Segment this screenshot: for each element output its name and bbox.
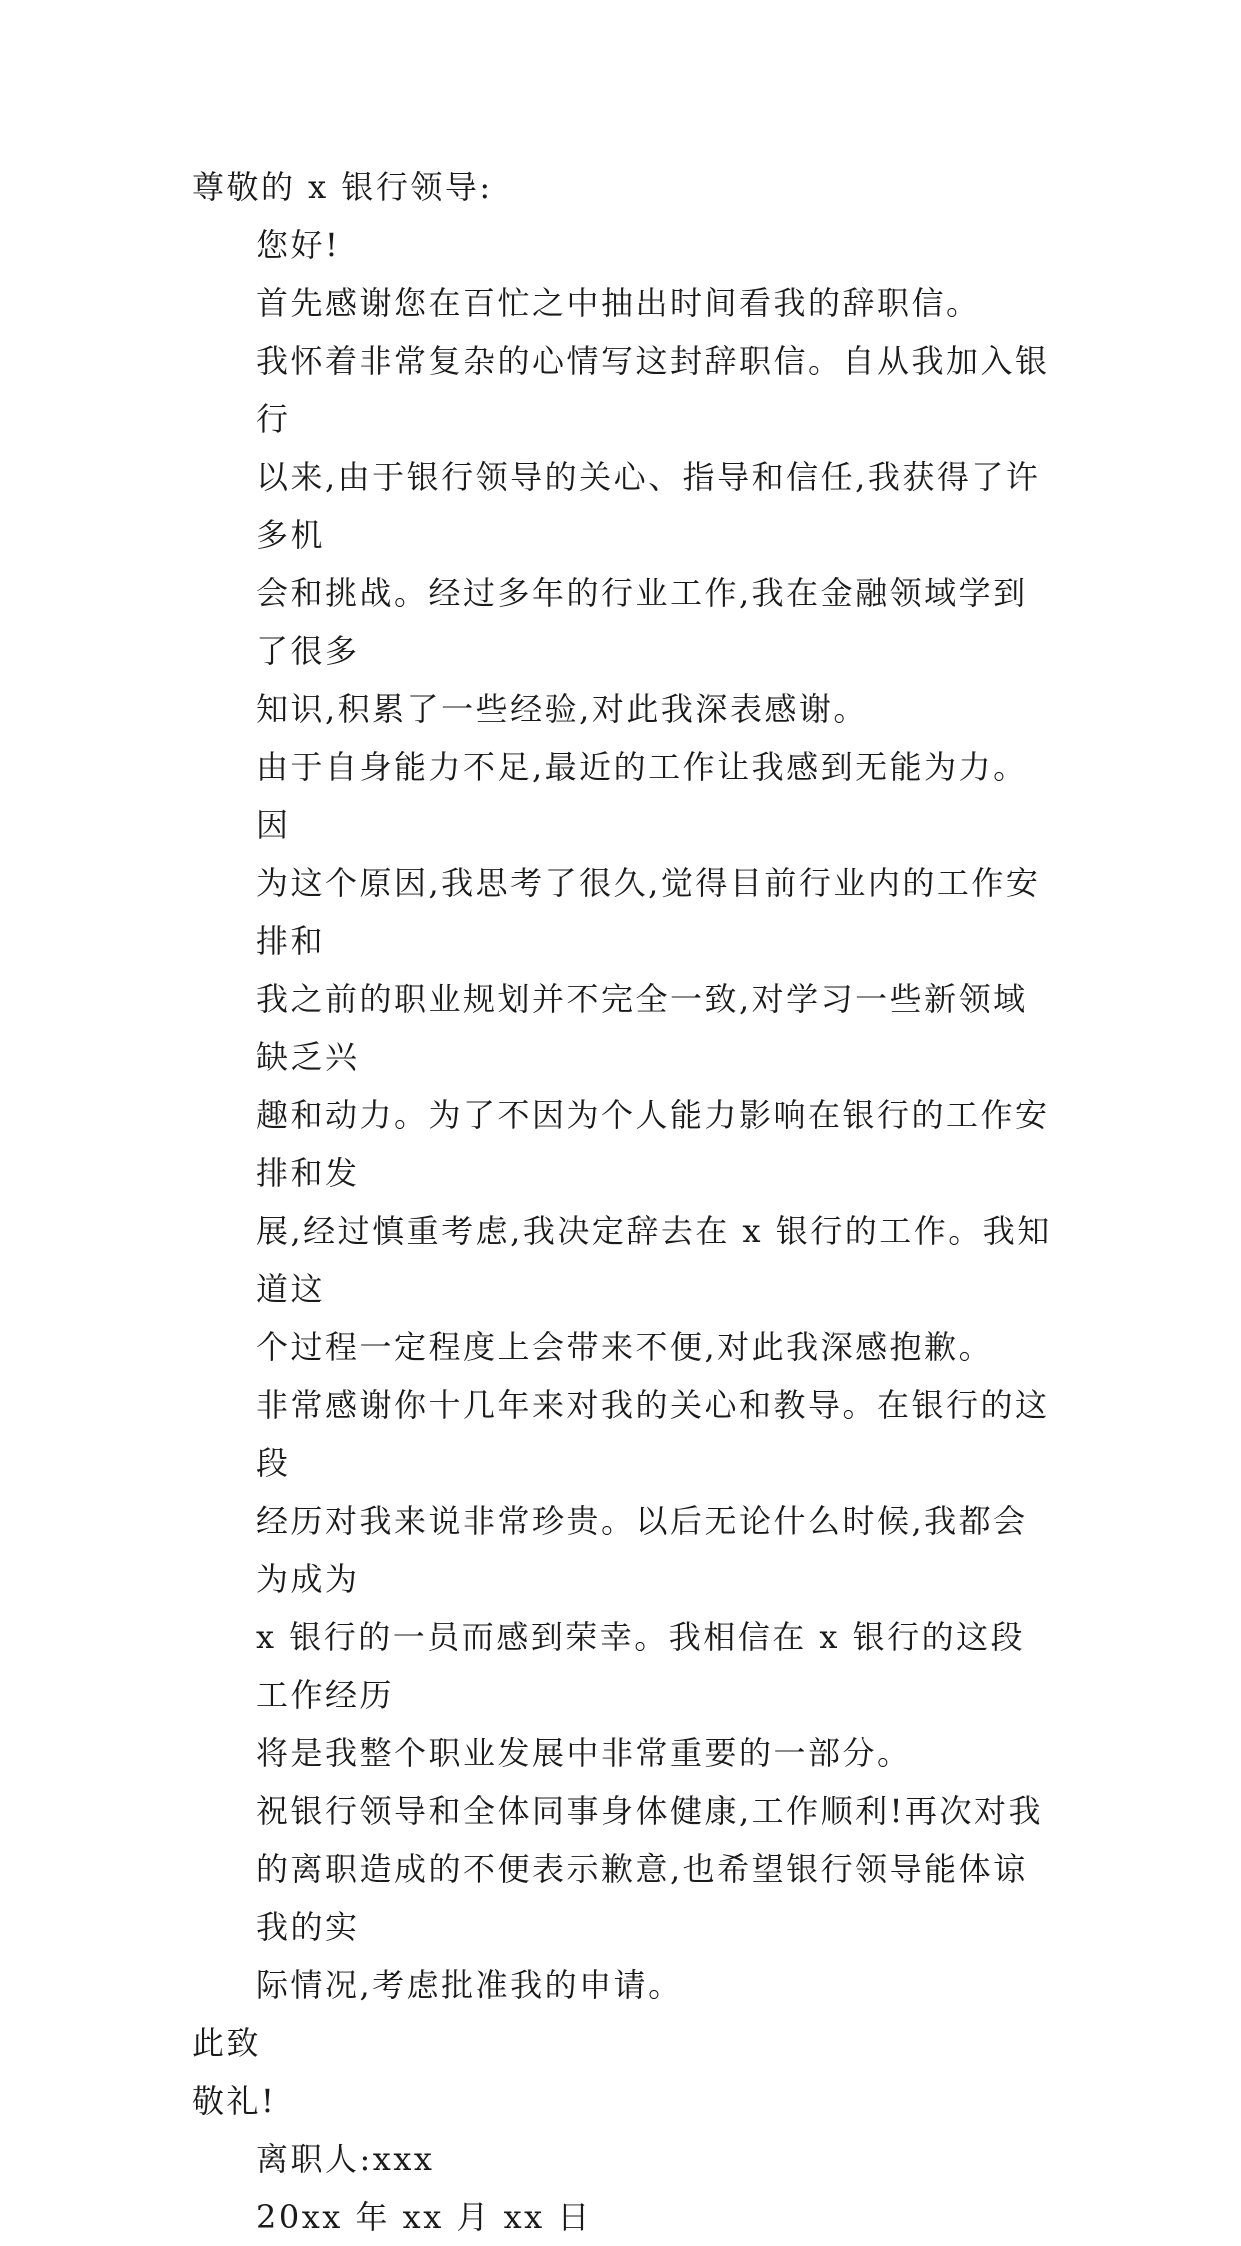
date: 20xx 年 xx 月 xx 日 bbox=[256, 2198, 592, 2236]
paragraph-thanks: 首先感谢您在百忙之中抽出时间看我的辞职信。 bbox=[256, 284, 981, 322]
paragraph-background: 我怀着非常复杂的心情写这封辞职信。自从我加入银行 以来,由于银行领导的关心、指导和信任,我获得了许多机 会和挑战。经过多年的行业工作,我在金融领域学到了很多 知识,积累了一些经验,对此我深表感谢。 bbox=[256, 342, 1050, 728]
greeting: 您好! bbox=[256, 226, 341, 264]
signer: 离职人:xxx bbox=[256, 2140, 435, 2178]
salutation: 尊敬的 x 银行领导: bbox=[192, 168, 493, 206]
letter-body bbox=[192, 158, 1052, 2246]
paragraph-gratitude: 非常感谢你十几年来对我的关心和教导。在银行的这段 经历对我来说非常珍贵。以后无论什么时候,我都会为成为 x 银行的一员而感到荣幸。我相信在 x 银行的这段工作经历 将是我整个职业发展中非常重要的一部分。 bbox=[256, 1386, 1050, 1772]
closing-line-2: 敬礼! bbox=[192, 2082, 277, 2120]
closing-line-1: 此致 bbox=[192, 2024, 262, 2062]
paragraph-reason: 由于自身能力不足,最近的工作让我感到无能为力。因 为这个原因,我思考了很久,觉得目前行业内的工作安排和 我之前的职业规划并不完全一致,对学习一些新领域缺乏兴 趣和动力。为了不因为个人能力影响在银行的工作安排和发 展,经过慎重考虑,我决定辞去在 x 银行的工作。我知道这 个过程一定程度上会带来不便,对此我深感抱歉。 bbox=[256, 748, 1052, 1366]
paragraph-wishes: 祝银行领导和全体同事身体健康,工作顺利!再次对我 的离职造成的不便表示歉意,也希望银行领导能体谅我的实 际情况,考虑批准我的申请。 bbox=[256, 1792, 1044, 2004]
